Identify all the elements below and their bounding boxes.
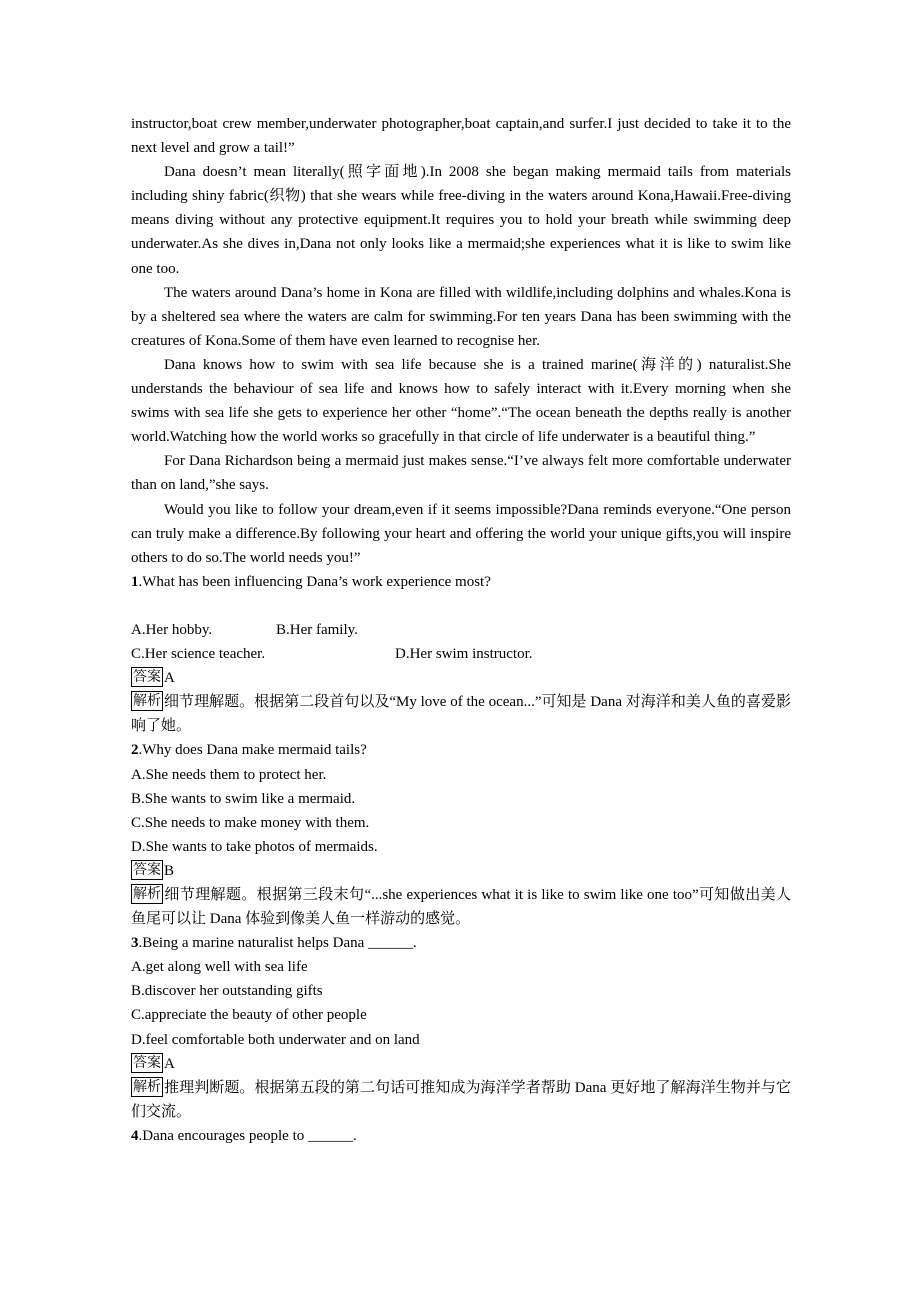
question-text: .Dana encourages people to ______.	[138, 1127, 357, 1144]
option-c: C.Her science teacher.	[131, 646, 266, 663]
explanation-label: 解析	[133, 1078, 161, 1095]
question-text: .Being a marine naturalist helps Dana ______.	[138, 935, 417, 952]
answer-label: 答案	[133, 861, 161, 878]
question-1-stem	[131, 570, 791, 594]
question-1-answer	[131, 666, 791, 690]
passage-paragraph: Dana doesn’t mean literally(照字面地).In 2008 she began making mermaid tails from materials including shiny fabric(织物) that she wears while free-diving in the waters around Kona,Hawaii.Free-diving means diving without any protective equipment.It requires you to hold your breath while swimming deep underwater.As she dives in,Dana not only looks like a mermaid;she experiences what it is like to swim like one too.	[131, 164, 791, 277]
answer-label: 答案	[133, 669, 161, 686]
explanation-text: 细节理解题。根据第二段首句以及“My love of the ocean...”可知是 Dana 对海洋和美人鱼的喜爱影响了她。	[131, 694, 791, 735]
option-c: C.appreciate the beauty of other people	[131, 1007, 367, 1024]
option-c: C.She needs to make money with them.	[131, 814, 370, 831]
passage-paragraph: Dana knows how to swim with sea life because she is a trained marine(海洋的) naturalist.She understands the behaviour of sea life and knows how to safely interact with it.Every morning when she swims with sea life she gets to experience her other “home”.“The ocean beneath the depths really is another world.Watching how the world works so gracefully in that circle of life underwater is a beautiful thing.”	[131, 356, 791, 446]
document-page	[131, 112, 791, 1148]
option-b: B.She wants to swim like a mermaid.	[131, 790, 356, 807]
passage-paragraph: For Dana Richardson being a mermaid just makes sense.“I’ve always felt more comfortable underwater than on land,”she says.	[131, 453, 791, 494]
question-number: 3	[131, 935, 139, 952]
question-2-explanation	[131, 883, 791, 931]
explanation-label: 解析	[133, 693, 161, 710]
option-d: D.feel comfortable both underwater and on land	[131, 1031, 420, 1048]
question-4-stem	[131, 1124, 791, 1148]
question-text: .What has been influencing Dana’s work experience most?	[138, 573, 491, 590]
question-number: 2	[131, 742, 139, 759]
option-b: B.Her family.	[276, 621, 358, 638]
question-number: 4	[131, 1127, 139, 1144]
answer-label: 答案	[133, 1054, 161, 1071]
question-3-explanation	[131, 1076, 791, 1124]
answer-value: B	[164, 862, 175, 879]
question-2-answer	[131, 859, 791, 883]
explanation-text: 推理判断题。根据第五段的第二句话可推知成为海洋学者帮助 Dana 更好地了解海洋生物并与它们交流。	[131, 1079, 791, 1120]
passage-paragraph: Would you like to follow your dream,even if it seems impossible?Dana reminds everyone.“One person can truly make a difference.By following your heart and offering the world your unique gifts,you will inspire others to do so.The world needs you!”	[131, 501, 791, 566]
explanation-label: 解析	[133, 886, 161, 902]
question-3-stem	[131, 931, 791, 955]
question-1-explanation	[131, 690, 791, 738]
question-1-options-row-1	[131, 618, 791, 642]
option-a: A.get along well with sea life	[131, 959, 308, 976]
passage-paragraph: The waters around Dana’s home in Kona are filled with wildlife,including dolphins and whales.Kona is by a sheltered sea where the waters are calm for swimming.For ten years Dana has been swimming with the creatures of Kona.Some of them have even learned to recognise her.	[131, 284, 791, 349]
option-a: A.She needs them to protect her.	[131, 766, 327, 783]
question-2-stem	[131, 738, 791, 762]
option-d: D.She wants to take photos of mermaids.	[131, 838, 378, 855]
answer-value: A	[164, 670, 175, 687]
option-d: D.Her swim instructor.	[395, 646, 533, 663]
passage-paragraph: instructor,boat crew member,underwater photographer,boat captain,and surfer.I just decided to take it to the next level and grow a tail!”	[131, 116, 791, 157]
question-3-answer	[131, 1052, 791, 1076]
explanation-text: 细节理解题。根据第三段末句“...she experiences what it is like to swim like one too”可知做出美人鱼尾可以让 Dana 体验到像美人鱼一样游动的感觉。	[131, 887, 791, 928]
answer-value: A	[164, 1055, 175, 1072]
question-1-options-row-2	[131, 642, 791, 666]
spacer	[131, 594, 791, 618]
question-number: 1	[131, 573, 139, 590]
option-a: A.Her hobby.	[131, 621, 213, 638]
question-text: .Why does Dana make mermaid tails?	[138, 742, 367, 759]
option-b: B.discover her outstanding gifts	[131, 983, 323, 1000]
